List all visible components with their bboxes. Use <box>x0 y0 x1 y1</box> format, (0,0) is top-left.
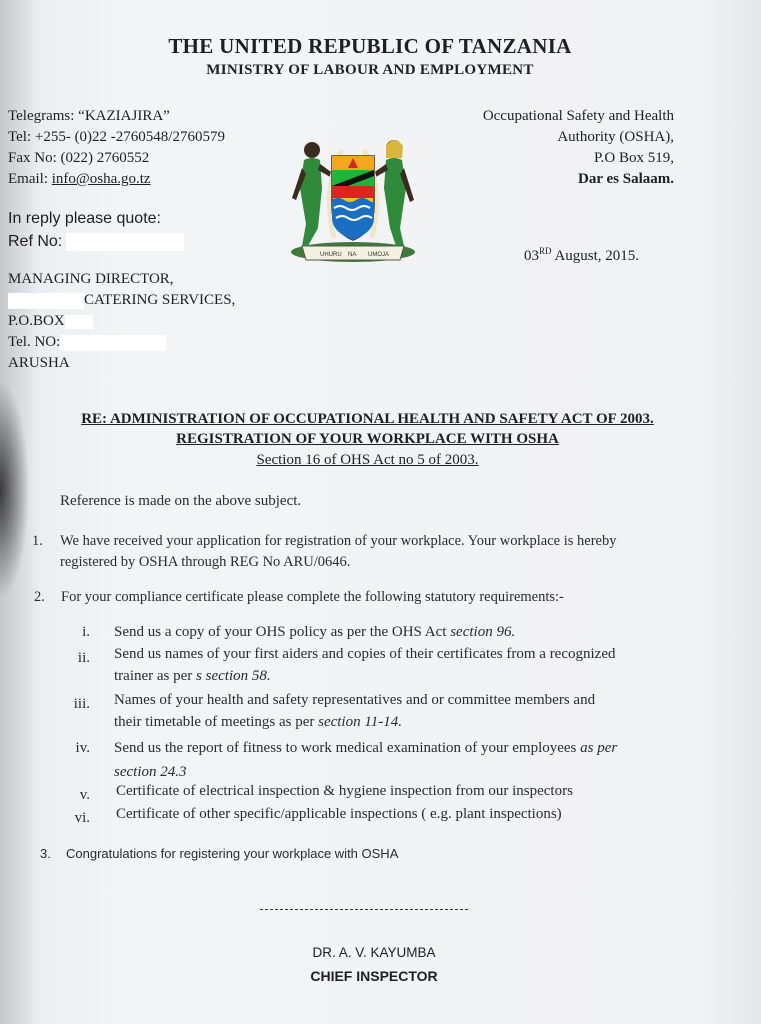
paragraph-2-text: For your compliance certificate please complete the following statutory requirements:- <box>61 589 564 605</box>
item-number: iv. <box>75 740 90 756</box>
sender-city: Dar es Salaam. <box>578 171 674 187</box>
subject-line3: Section 16 of OHS Act no 5 of 2003. <box>256 452 479 468</box>
tel-line: Tel: +255- (0)22 -2760548/2760579 <box>8 129 225 145</box>
fax-line: Fax No: (022) 2760552 <box>8 150 150 166</box>
recipient-tel-label: Tel. NO: <box>8 334 61 350</box>
item-text-main: Send us a copy of your OHS policy as per the OHS Act <box>114 624 451 640</box>
paragraph-3-number: 3. <box>40 846 51 861</box>
telegrams-line: Telegrams: “KAZIAJIRA” <box>8 108 170 124</box>
coat-of-arms-icon <box>282 128 424 268</box>
paragraph-3-text: Congratulations for registering your workplace with OSHA <box>66 846 399 861</box>
ref-label: Ref No: <box>8 233 63 250</box>
date-rest: August, 2015. <box>551 248 640 264</box>
recipient-tel <box>8 334 235 355</box>
ref-line <box>8 233 184 251</box>
motto-right: UMOJA <box>368 252 389 258</box>
item-text-ref: section 11-14. <box>318 714 402 730</box>
sender-address-line2: Authority (OSHA), <box>557 129 674 145</box>
redaction <box>65 315 93 329</box>
item-text: Certificate of other specific/applicable inspections ( e.g. plant inspections) <box>116 806 562 822</box>
item-text-line1: Names of your health and safety representatives and or committee members and <box>114 692 596 708</box>
recipient-pobox <box>8 313 235 334</box>
redaction <box>66 233 184 251</box>
reply-quote-label: In reply please quote: <box>8 210 161 227</box>
sender-address-line1: Occupational Safety and Health <box>482 108 674 124</box>
recipient-title: MANAGING DIRECTOR, <box>8 271 174 287</box>
item-text-main: trainer as per <box>114 668 197 684</box>
motto-left: UHURU <box>320 252 342 258</box>
item-text: Certificate of electrical inspection & hygiene inspection from our inspectors <box>116 783 573 799</box>
email-line <box>8 171 225 192</box>
item-text-main: Send us the report of fitness to work medical examination of your employees <box>114 740 581 756</box>
sender-address <box>483 108 674 192</box>
paragraph-1-number: 1. <box>32 533 43 549</box>
signatory-name: DR. A. V. KAYUMBA <box>312 945 436 960</box>
signature-line <box>260 909 468 910</box>
item-number: ii. <box>77 650 90 666</box>
contact-block <box>8 108 225 192</box>
item-text <box>114 624 515 641</box>
item-number: v. <box>79 787 90 803</box>
subject-line2: REGISTRATION OF YOUR WORKPLACE WITH OSHA <box>176 431 559 447</box>
item-number: i. <box>82 624 90 640</box>
item-text-line1: Send us names of your first aiders and copies of their certificates from a recognized <box>114 646 616 662</box>
signatory-title: CHIEF INSPECTOR <box>310 968 438 984</box>
item-text-ref: as per <box>580 740 618 756</box>
email-link[interactable]: info@osha.go.tz <box>51 171 151 187</box>
recipient-pobox-label: P.O.BOX <box>8 313 65 329</box>
item-text-line2: section 24.3 <box>114 764 187 780</box>
redaction <box>8 293 84 309</box>
subject-line1: RE: ADMINISTRATION OF OCCUPATIONAL HEALTH AND SAFETY ACT OF 2003. <box>81 411 654 427</box>
motto-mid: NA <box>348 252 357 258</box>
item-text-line1 <box>114 740 617 757</box>
letter-date <box>524 246 639 265</box>
item-number: iii. <box>73 696 90 712</box>
date-day: 03 <box>524 248 539 264</box>
ministry-heading: MINISTRY OF LABOUR AND EMPLOYMENT <box>206 62 534 78</box>
recipient-block <box>8 271 235 376</box>
item-text-ref: section 96. <box>450 624 516 640</box>
item-text-line2 <box>114 714 402 731</box>
sender-address-line3: P.O Box 519, <box>593 150 674 166</box>
date-suffix: RD <box>539 246 552 256</box>
item-number: vi. <box>74 810 90 826</box>
paragraph-1-line2: registered by OSHA through REG No ARU/0646. <box>60 554 351 570</box>
recipient-company-text: CATERING SERVICES, <box>84 292 236 308</box>
recipient-city: ARUSHA <box>8 355 70 371</box>
recipient-company <box>8 292 235 313</box>
country-heading: THE UNITED REPUBLIC OF TANZANIA <box>168 34 572 58</box>
item-text-line2 <box>114 668 271 685</box>
paragraph-2-number: 2. <box>34 589 45 605</box>
item-text-main: their timetable of meetings as per <box>114 714 319 730</box>
paragraph-1-line1: We have received your application for registration of your workplace. Your workplace is hereby <box>60 533 617 549</box>
item-text-ref: s section 58. <box>196 668 271 684</box>
intro-paragraph: Reference is made on the above subject. <box>60 493 302 509</box>
email-label: Email: <box>8 171 52 187</box>
redaction <box>60 335 166 351</box>
